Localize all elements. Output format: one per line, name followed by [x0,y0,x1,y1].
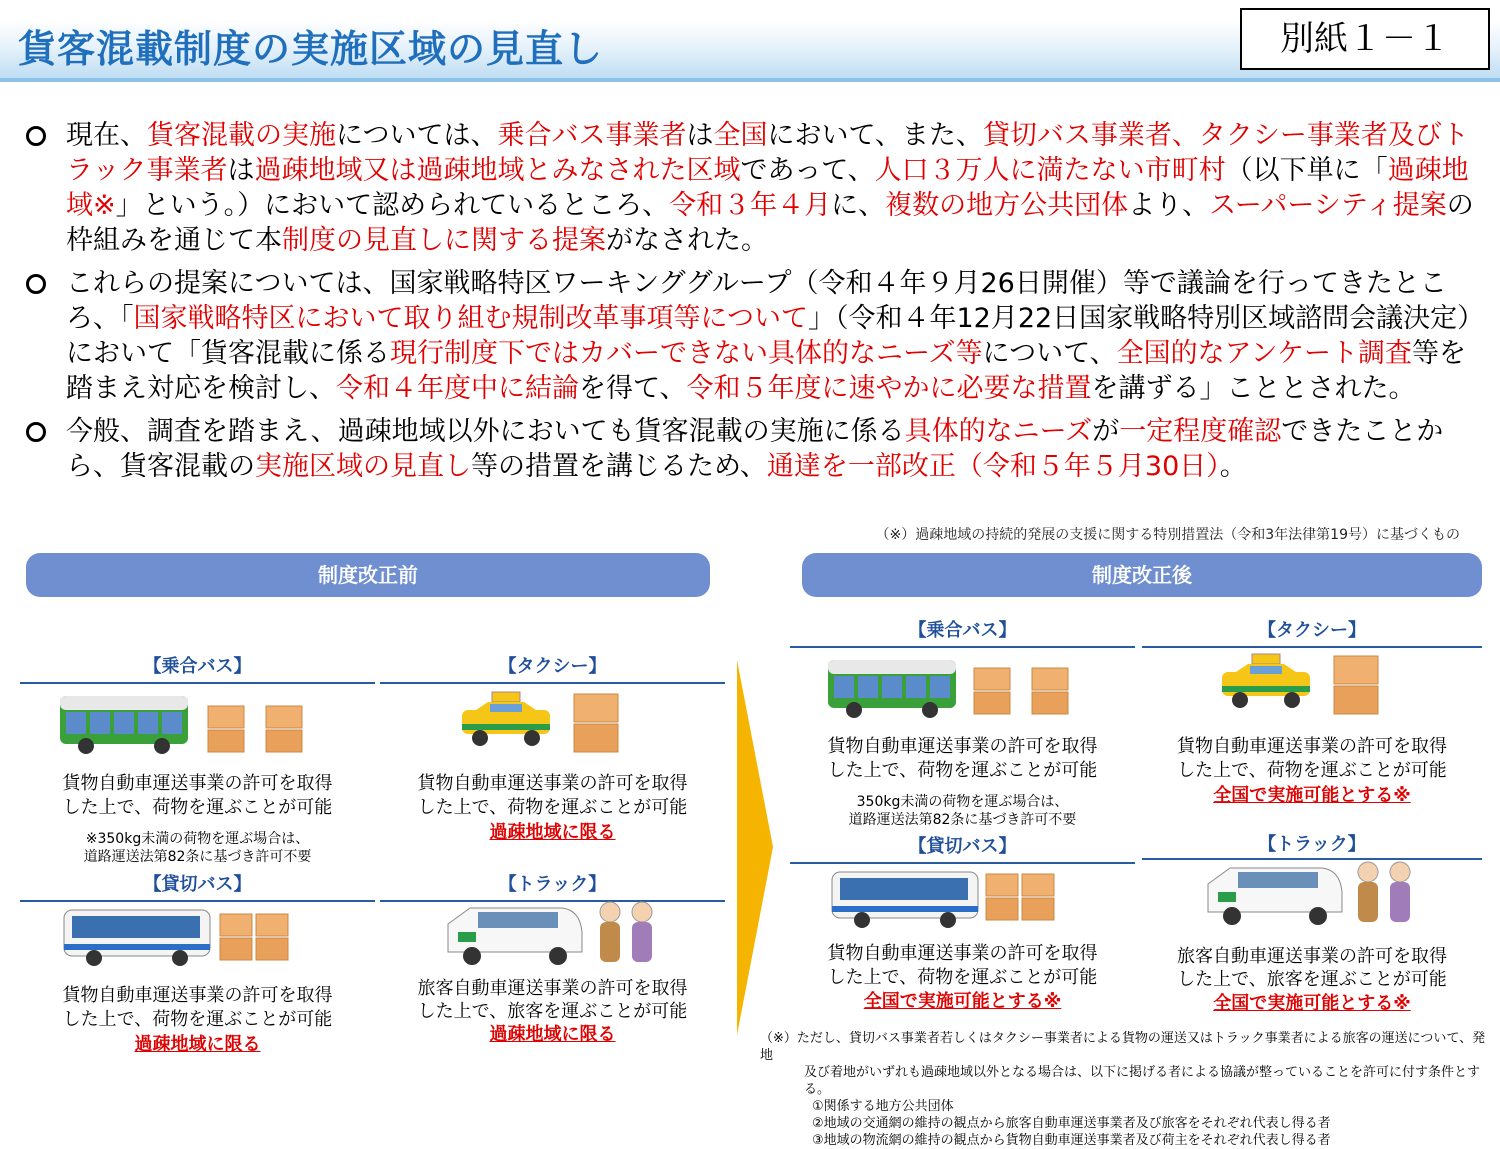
after-bus-note2: 道路運送法第82条に基づき許可不要 [848,812,1077,828]
body-text: 等を踏まえ対応を検討し、 [66,338,1466,404]
highlighted-text: 過疎地域又は過疎地域とみなされた区域 [254,155,741,186]
after-truck-line2: した上で、旅客を運ぶことが可能 [1177,969,1447,990]
highlighted-text: 全国 [713,120,768,151]
highlighted-text: 一定程度確認 [1119,416,1282,447]
before-charter-emphasis: 過疎地域に限る [134,1034,261,1055]
bullet-text [66,416,1443,482]
parcel-box-icon [262,702,306,756]
body-text: 」という。）において認められているところ、 [115,190,670,221]
parcel-box-icon [204,702,248,756]
after-bus-line1: 貨物自動車運送事業の許可を取得 [827,736,1098,757]
before-taxi-emph-wrap [380,821,725,845]
title-underline [0,78,1500,82]
footnote-item: ③地域の物流網の維持の観点から貨物自動車運送事業者及び荷主をそれぞれ代表し得る者 [812,1133,1331,1148]
before-truck-line2: した上で、旅客を運ぶことが可能 [417,1001,688,1022]
header [0,0,1500,95]
body-text: は [227,155,255,186]
before-taxi-line1: 貨物自動車運送事業の許可を取得 [417,773,688,794]
before-truck-line1: 旅客自動車運送事業の許可を取得 [417,978,688,999]
after-taxi-emphasis: 全国で実施可能とする※ [1213,785,1411,806]
taxi-icon [458,690,554,752]
highlighted-text: 過疎地域※ [66,155,1469,221]
after-taxi-line1: 貨物自動車運送事業の許可を取得 [1177,736,1447,757]
before-bus-note2: 道路運送法第82条に基づき許可不要 [83,849,312,865]
parcel-box-icon [1330,652,1382,718]
body-text: を得て、 [579,373,687,404]
charter-bus-icon [830,868,980,930]
divider [1142,858,1482,860]
van-icon [442,902,588,968]
highlighted-text: 制度の見直しに関する提案 [282,225,606,256]
circle-bullet-icon [26,126,46,146]
body-text: の枠組みを通じて本 [66,190,1474,256]
page-title: 貨客混載制度の実施区域の見直し [18,27,604,71]
body-text: に、 [831,190,886,221]
after-charter-line1: 貨物自動車運送事業の許可を取得 [827,943,1098,964]
after-charter-line2: した上で、荷物を運ぶことが可能 [827,967,1098,988]
after-bus-title: 【乗合バス】 [908,620,1017,641]
before-taxi-line2: した上で、荷物を運ぶことが可能 [417,797,688,818]
parcel-box-icon [218,912,292,964]
bullet-text [66,120,1474,256]
highlighted-text: 令和５年度に速やかに必要な措置 [686,373,1092,404]
conditions-footnote [760,1030,1490,1149]
after-taxi-emph-wrap [1142,784,1482,808]
body-text: できたことから、貨客混載の [66,416,1444,482]
parcel-box-icon [970,664,1014,718]
highlighted-text: 実施区域の見直し [255,451,471,482]
before-charter-line2: した上で、荷物を運ぶことが可能 [62,1009,333,1030]
bullet-item [20,414,1490,484]
before-bus-line1: 貨物自動車運送事業の許可を取得 [62,773,333,794]
elderly-couple-icon [594,898,660,970]
before-charter-line1: 貨物自動車運送事業の許可を取得 [62,985,333,1006]
body-text: 今般、調査を踏まえ、過疎地域以外においても貨客混載の実施に係る [66,416,905,447]
footnote-line: （※）ただし、貸切バス事業者若しくはタクシー事業者による貨物の運送又はトラック事業者による旅客の運送について、発地 [760,1031,1486,1063]
after-charter-emph-wrap [790,990,1135,1014]
after-truck-line1: 旅客自動車運送事業の許可を取得 [1177,946,1447,967]
highlighted-text: 通達を一部改正（令和５年５月30日） [766,451,1220,482]
highlighted-text: スーパーシティ提案 [1209,190,1447,221]
highlighted-text: 人口３万人に満たない市町村 [874,155,1226,186]
route-bus-icon [826,656,958,720]
body-text: （以下単に「 [1225,155,1388,186]
divider [790,862,1135,864]
body-text: において、また、 [767,120,983,151]
parcel-box-icon [984,872,1058,924]
before-truck-emph-wrap [380,1023,725,1047]
highlighted-text: 貨客混載の実施 [147,120,336,151]
body-text: 」（令和４年12月22日国家戦略特別区域諮問会議決定）において「貨客混載に係る [66,303,1485,369]
before-taxi-emphasis: 過疎地域に限る [489,822,616,843]
divider [380,682,725,684]
body-text: 等の措置を講じるため、 [471,451,767,482]
body-text: について、 [982,338,1117,369]
before-charter-emph-wrap [20,1033,375,1057]
after-taxi-title: 【タクシー】 [1258,620,1366,641]
after-taxi-line2: した上で、荷物を運ぶことが可能 [1177,760,1447,781]
transition-arrow-icon [737,660,773,1035]
parcel-box-icon [570,690,622,756]
bullet-item [20,266,1490,406]
after-truck-title: 【トラック】 [1258,834,1366,855]
before-truck-emphasis: 過疎地域に限る [489,1024,616,1045]
before-charter-title: 【貸切バス】 [143,874,252,895]
highlighted-text: 複数の地方公共団体 [885,190,1129,221]
body-text: が [1092,416,1120,447]
circle-bullet-icon [26,422,46,442]
document-number-box: 別紙１－１ [1240,8,1490,70]
before-bus-title: 【乗合バス】 [143,656,252,677]
source-footnote: （※）過疎地域の持続的発展の支援に関する特別措置法（令和3年法律第19号）に基づくもの [875,527,1460,543]
after-bus-line2: した上で、荷物を運ぶことが可能 [827,760,1098,781]
footnote-item: ①関係する地方公共団体 [812,1099,954,1114]
divider [20,900,375,902]
body-text: を講ずる」こととされた。 [1091,373,1416,404]
after-truck-emph-wrap [1142,992,1482,1016]
after-charter-title: 【貸切バス】 [908,836,1017,857]
highlighted-text: 国家戦略特区において取り組む規制改革事項等について [133,303,808,334]
before-bus-note1: ※350kg未満の荷物を運ぶ場合は、 [85,831,310,847]
highlighted-text: 具体的なニーズ [904,416,1093,447]
divider [1142,646,1482,648]
highlighted-text: 現行制度下ではカバーできない具体的なニーズ等 [390,338,983,369]
after-truck-emphasis: 全国で実施可能とする※ [1213,993,1411,1014]
divider [20,682,375,684]
after-charter-emphasis: 全国で実施可能とする※ [863,991,1062,1012]
highlighted-text: 全国的なアンケート調査 [1116,338,1412,369]
after-bus-note1: 350kg未満の荷物を運ぶ場合は、 [856,794,1069,810]
body-text: これらの提案については、国家戦略特区ワーキンググループ（令和４年９月26日開催）等で議論を行ってきたところ、「 [66,268,1447,334]
body-text: は [686,120,714,151]
bullet-item [20,118,1490,258]
body-text: より、 [1128,190,1210,221]
footnote-line: 及び着地がいずれも過疎地域以外となる場合は、以下に掲げる者による協議が整っていることを許可に付す条件とする。 [804,1065,1481,1097]
body-text: であって、 [740,155,875,186]
highlighted-text: 乗合バス事業者 [497,120,687,151]
circle-bullet-icon [26,274,46,294]
body-text: 現在、 [66,120,147,151]
van-icon [1202,862,1348,928]
footnote-item: ②地域の交通網の維持の観点から旅客自動車運送事業者及び旅客をそれぞれ代表し得る者 [812,1116,1331,1131]
taxi-icon [1218,652,1314,714]
before-taxi-title: 【タクシー】 [498,656,607,677]
before-section-header: 制度改正前 [26,553,710,597]
highlighted-text: 令和３年４月 [669,190,832,221]
after-section-header: 制度改正後 [802,553,1482,597]
highlighted-text: 貸切バス事業者、タクシー事業者及びトラック事業者 [66,120,1469,186]
bullet-list [20,118,1490,492]
highlighted-text: 令和４年度中に結論 [336,373,579,404]
body-text: 。 [1219,451,1247,482]
bullet-text [66,268,1484,404]
route-bus-icon [58,692,190,756]
body-text: については、 [336,120,498,151]
divider [790,646,1135,648]
elderly-couple-icon [1352,858,1418,930]
before-truck-title: 【トラック】 [498,874,607,895]
charter-bus-icon [62,906,212,968]
body-text: がなされた。 [606,225,768,256]
parcel-box-icon [1028,664,1072,718]
before-bus-line2: した上で、荷物を運ぶことが可能 [62,797,333,818]
